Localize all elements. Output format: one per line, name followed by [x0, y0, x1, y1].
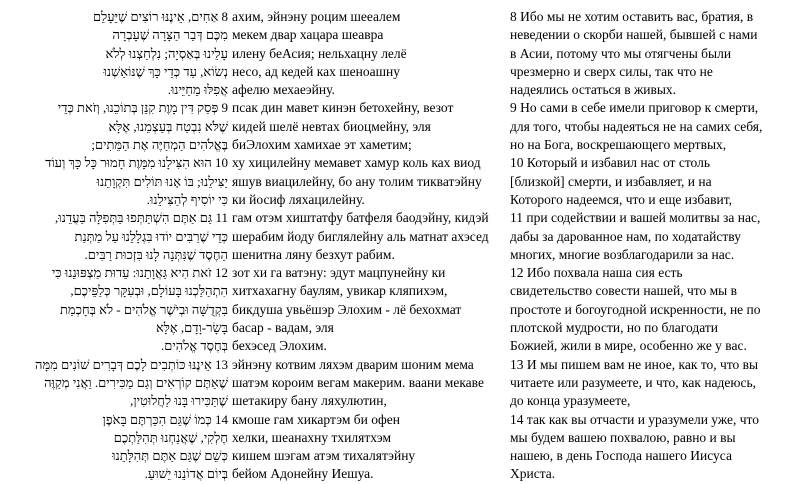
hebrew-line: בָּשָׂר-וָדָם, אֶלָּא — [155, 320, 228, 336]
hebrew-line: 10 הוּא הִצִּילָנוּ מִמָּוֶת חָמוּר כָּל כָּךְ וְעוֹד — [45, 155, 228, 171]
transliteration-line: ху хицилейну мемавет хамур коль ках виод — [232, 155, 481, 171]
transliteration-line: бехэсед Элохим. — [232, 338, 327, 354]
transliteration-line: шетакиру бану ляхулютин, — [232, 393, 387, 409]
russian-line: Которого надеемся, что и еще избавит, — [510, 191, 733, 207]
hebrew-line: בְּחֶסֶד אֱלֹהִים. — [161, 338, 228, 354]
hebrew-line: כְּדֵי שֶׁרַבִּים יוֹדוּ בִּגְלָלֵנוּ עַל מַתְּנַת — [74, 228, 228, 244]
russian-line: свидетельство совести нашей, что мы в — [510, 283, 737, 299]
transliteration-line: эйнэну котвим ляхэм дварим шоним мема — [232, 356, 474, 372]
russian-line: надеялись остаться в живых. — [510, 82, 677, 98]
hebrew-line: בִּקְדֻשָּׁה וּבְיֹשֶׁר אֱלֹהִים - לֹא בְּחָכְמַת — [59, 301, 228, 317]
russian-line: нашею, в день Господа нашего Иисуса — [510, 448, 732, 464]
transliteration-line: яшув виацилейну, бо ану толим тикватэйну — [232, 173, 482, 189]
transliteration-line: шенитна ляну безхут рабим. — [232, 246, 395, 262]
russian-line: плотской мудрости, но по благодати — [510, 320, 718, 336]
russian-line: 11 при содействии и вашей молитвы за нас, — [510, 210, 761, 226]
russian-column — [510, 8, 796, 484]
transliteration-line: кидей шелё невтах биоцмейну, эля — [232, 118, 431, 134]
transliteration-line: биЭлохим хамихае эт хаметим; — [232, 137, 412, 153]
hebrew-line: יַצִּילֵנוּ; בּוֹ אָנוּ תּוֹלִים תִּקְוָתֵנוּ — [96, 173, 228, 189]
transliteration-line: хелки, шеанахну тхилятхэм — [232, 429, 392, 445]
hebrew-line: מִכֶּם דְּבַר הַצָּרָה שֶׁעָבְרָה — [112, 27, 228, 43]
hebrew-line: 12 זֹאת הִיא גַּאֲוָתֵנוּ: עֵדוּת מַצְפּוּנֵנוּ כִּי — [51, 265, 228, 281]
russian-line: 13 И мы пишем вам не иное, как то, что вы — [510, 356, 759, 372]
russian-line: читаете или разумеете, и что, как надеюсь, — [510, 374, 756, 390]
hebrew-line: בֶּאֱלֹהִים הַמְחַיֶּה אֶת הַמֵּתִים; — [91, 137, 228, 153]
russian-line: в Асии, потому что мы отягчены были — [510, 45, 732, 61]
transliteration-line: бикдуша увьёшэр Элохим - лё бехохмат — [232, 301, 462, 317]
hebrew-line: 13 אֵינֶנּוּ כּוֹתְבִים לָכֶם דְּבָרִים שׁוֹנִים מִמָּה — [34, 356, 228, 372]
transliteration-line: кмоше гам хикартэм би офен — [232, 411, 400, 427]
hebrew-line: שֶׁאַתֶּם קוֹרְאִים וְגַם מַכִּירִים. וַאֲנִי מְקַוֶּה — [44, 374, 228, 390]
russian-line: мы будем вашею похвалою, равно и вы — [510, 429, 736, 445]
hebrew-column — [6, 8, 228, 484]
hebrew-line: 11 גַּם אַתֶּם הִשְׁתַּתְּפוּ בַּתְּפִלָּה בַּעֲדֵנוּ, — [55, 210, 228, 226]
transliteration-line: шерабим йоду биглялейну аль матнат ахэсед — [232, 228, 489, 244]
hebrew-line: חֶלְקִי, שֶׁאֲנַחְנוּ תְּהִלַּתְכֶם — [113, 429, 228, 445]
transliteration-line: бейом Адонейну Иешуа. — [232, 466, 374, 482]
russian-line: до конца уразумеете, — [510, 393, 631, 409]
russian-line: Христа. — [510, 466, 556, 482]
transliteration-line: илену беАсия; нельхацну лелё — [232, 45, 407, 61]
hebrew-line: שֶׁלֹּא נִבְטַח בְּעַצְמֵנוּ, אֶלָּא — [108, 118, 228, 134]
russian-line: дабы за дарованное нам, по ходатайству — [510, 228, 741, 244]
hebrew-line: נְשׂוֹא, עַד כְּדֵי כָּךְ שֶׁנּוֹאַשְׁנוּ — [103, 63, 228, 79]
transliteration-line: афелю мехаеэйну. — [232, 82, 335, 98]
russian-line: но на Бога, воскрешающего мертвых, — [510, 137, 727, 153]
hebrew-line: הַחֶסֶד שֶׁנִּתְּנָה לָנוּ בִּזְכוּת רַבִּים. — [84, 246, 228, 262]
transliteration-line: несо, ад кедей ках шеноашну — [232, 63, 400, 79]
hebrew-line: 8 אַחִים, אֵינֶנּוּ רוֹצִים שֶׁיֵּעָלֵם — [93, 9, 228, 24]
transliteration-line: ахим, эйнэну роцим шееалем — [232, 9, 401, 24]
russian-line: 10 Который и избавил нас от столь — [510, 155, 711, 171]
russian-line: 8 Ибо мы не хотим оставить вас, братия, в — [510, 9, 754, 24]
transliteration-line: мекем двар хацара шеавра — [232, 27, 384, 43]
hebrew-line: 9 פְּסַק דִּין מָוֶת קִנֵּן בְּתוֹכֵנוּ, וְזֹאת כְּדֵי — [57, 100, 228, 116]
russian-line: Божией, жили в мире, особенно же у вас. — [510, 338, 747, 354]
transliteration-line: кишем шэгам атэм тихалятэйну — [232, 448, 416, 464]
hebrew-line: בְּיוֹם אֲדוֹנֵנוּ יֵשׁוּעַ. — [144, 466, 228, 482]
transliteration-line: шатэм короим вегам макерим. ваани мекаве — [232, 374, 484, 390]
hebrew-line: שֶׁתַּכִּירוּ בָּנוּ לַחֲלוּטִין, — [130, 393, 228, 409]
transliteration-line: хитхахагну баулям, увикар кляпихэм, — [232, 283, 448, 299]
russian-line: для того, чтобы надеяться не на самих себя, — [510, 118, 763, 134]
transliteration-line: басар - вадам, эля — [232, 320, 334, 336]
transliteration-line: псак дин мавет кинэн бетохейну, везот — [232, 100, 454, 116]
hebrew-line: עָלֵינוּ בְּאַסְיָה; נִלְחַצְנוּ לְלֹא — [105, 45, 228, 61]
russian-line: 12 Ибо похвала наша сия есть — [510, 265, 683, 281]
transliteration-line: зот хи га ватэну: эдут мацпунейну ки — [232, 265, 446, 281]
transliteration-line: ки йосиф ляхацилейну. — [232, 191, 365, 207]
hebrew-line: אֲפִלּוּ מֵחַיֵּינוּ. — [167, 82, 228, 98]
hebrew-line: 14 כְּמוֹ שֶׁגַּם הִכַּרְתֶּם בָּאֹפֶן — [102, 411, 228, 427]
hebrew-line: כְּשֵׁם שֶׁגַּם אַתֶּם תְּהִלָּתֵנוּ — [112, 448, 228, 464]
russian-line: [близкой] смерти, и избавляет, и на — [510, 173, 712, 189]
russian-line: многих, многие возблагодарили за нас. — [510, 246, 735, 262]
russian-line: простоте и богоугодной искренности, не по — [510, 301, 761, 317]
hebrew-line: הִתְהַלַּכְנוּ בָּעוֹלָם, וּבְעִקָּר כְּלַפֵּיכֶם, — [70, 283, 228, 299]
hebrew-line: כִּי יוֹסִיף לְהַצִּילֵנוּ. — [146, 191, 228, 207]
russian-line: неведении о скорби нашей, бывшей с нами — [510, 27, 758, 43]
russian-line: чрезмерно и сверх силы, так что не — [510, 63, 713, 79]
transliteration-column — [232, 8, 502, 484]
russian-line: 9 Но сами в себе имели приговор к смерти, — [510, 100, 759, 116]
russian-line: 14 так как вы отчасти и уразумели уже, что — [510, 411, 760, 427]
transliteration-line: гам отэм хиштатфу батфеля баодэйну, кидэй — [232, 210, 489, 226]
